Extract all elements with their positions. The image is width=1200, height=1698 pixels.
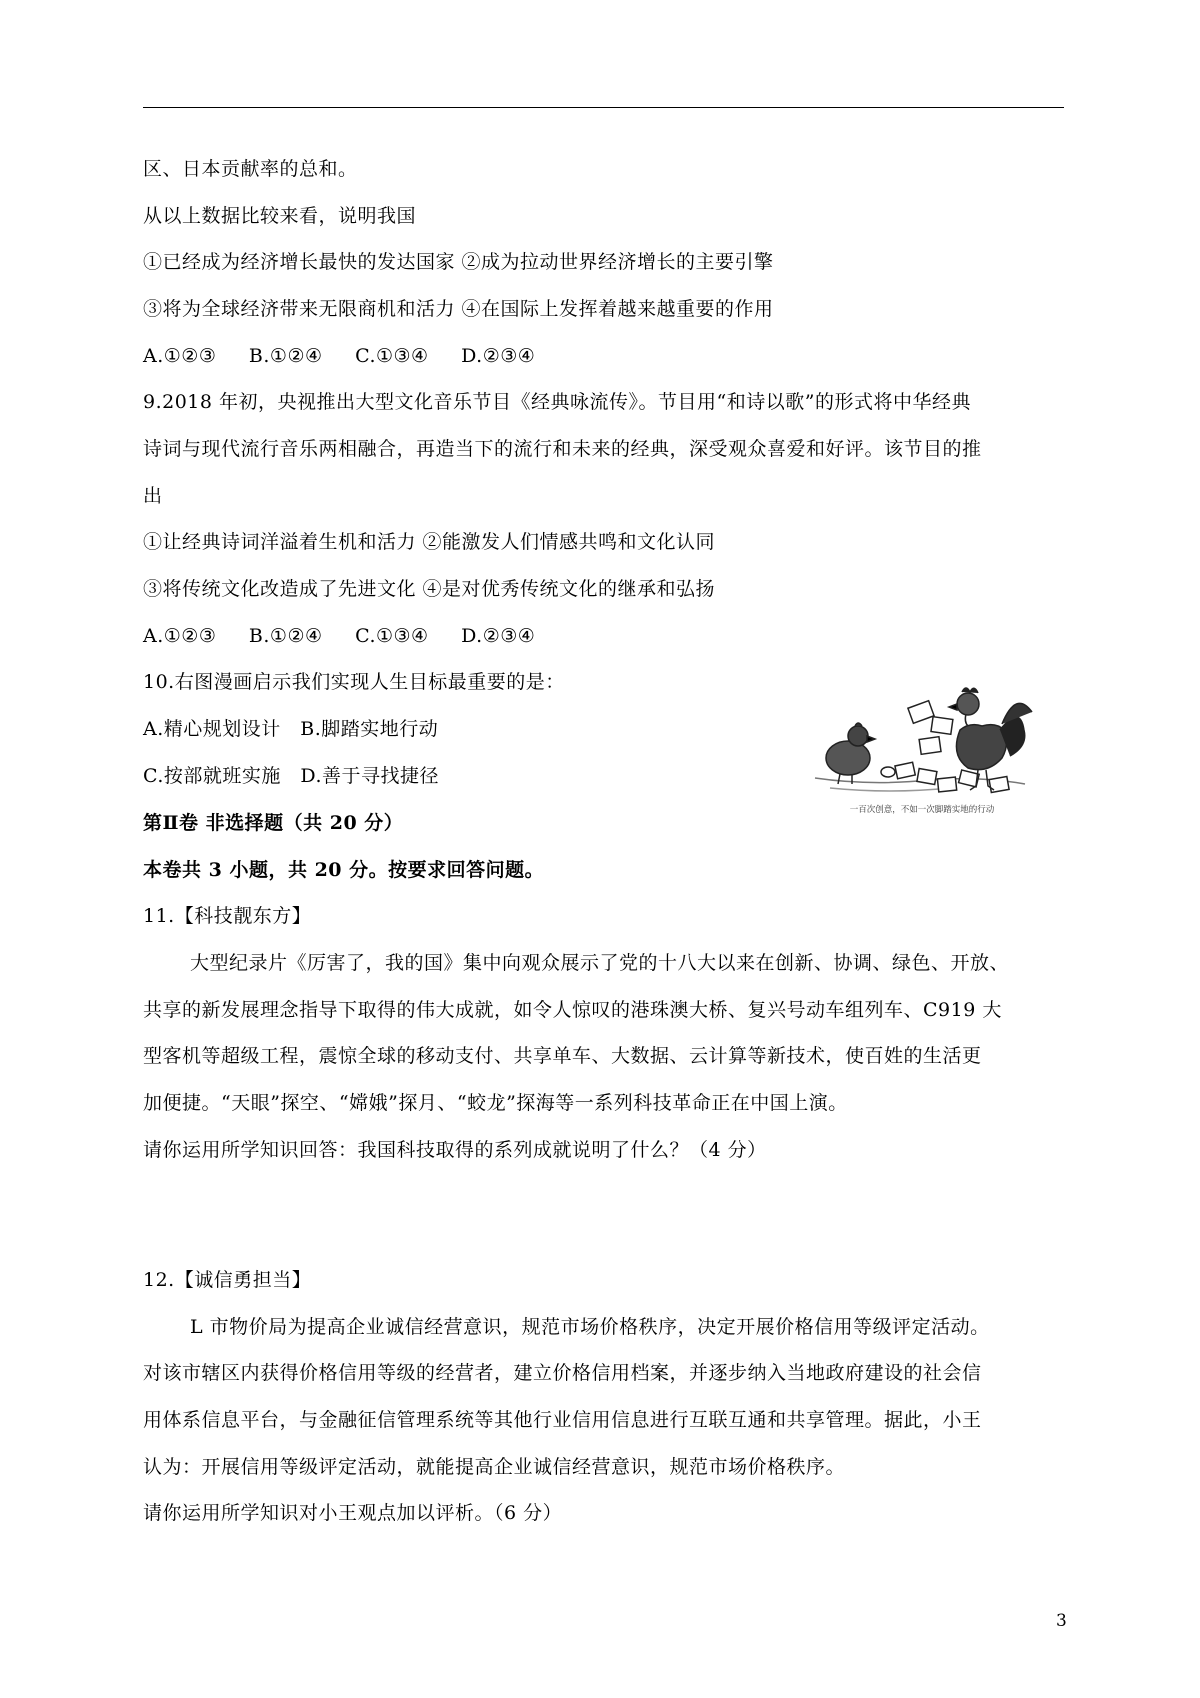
q11-para-line-3: 型客机等超级工程，震惊全球的移动支付、共享单车、大数据、云计算等新技术，使百姓的生活更 (143, 1045, 982, 1067)
q9-option-a: A.①②③ (143, 625, 217, 647)
q8-statements-1: ①已经成为经济增长最快的发达国家 ②成为拉动世界经济增长的主要引擎 (143, 251, 774, 273)
part2-title: 第Ⅱ卷 非选择题（共 20 分） (143, 812, 404, 834)
q9-option-d: D.②③④ (461, 625, 536, 647)
header-rule (143, 107, 1064, 108)
q9-line-3: 出 (143, 485, 163, 507)
q8-option-a: A.①②③ (143, 345, 217, 367)
q9-option-c: C.①③④ (355, 625, 429, 647)
q12-para-line-3: 用体系信息平台，与金融征信管理系统等其他行业信用信息进行互联互通和共享管理。据此，小王 (143, 1409, 982, 1431)
q9-line-1: 9.2018 年初，央视推出大型文化音乐节目《经典咏流传》。节目用“和诗以歌”的形式将中华经典 (143, 391, 971, 413)
q8-stem: 从以上数据比较来看，说明我国 (143, 205, 417, 227)
part2-instruction: 本卷共 3 小题，共 20 分。按要求回答问题。 (143, 859, 545, 881)
q10-options-1: A.精心规划设计 B.脚踏实地行动 (143, 718, 439, 740)
q8-statements-2: ③将为全球经济带来无限商机和活力 ④在国际上发挥着越来越重要的作用 (143, 298, 774, 320)
q11-para-line-2: 共享的新发展理念指导下取得的伟大成就，如令人惊叹的港珠澳大桥、复兴号动车组列车、C919 大 (143, 999, 1002, 1021)
q12-heading: 12.【诚信勇担当】 (143, 1269, 312, 1291)
q9-line-2: 诗词与现代流行音乐两相融合，再造当下的流行和未来的经典，深受观众喜爱和好评。该节目的推 (143, 438, 982, 460)
q8-option-c: C.①③④ (355, 345, 429, 367)
q9-statements-1: ①让经典诗词洋溢着生机和活力 ②能激发人们情感共鸣和文化认同 (143, 531, 716, 553)
q8-options (143, 344, 535, 368)
q11-question: 请你运用所学知识回答：我国科技取得的系列成就说明了什么？（4 分） (143, 1139, 767, 1161)
q8-option-b: B.①②④ (248, 345, 323, 367)
q10-options-2: C.按部就班实施 D.善于寻找捷径 (143, 765, 439, 787)
q12-para-line-2: 对该市辖区内获得价格信用等级的经营者，建立价格信用档案，并逐步纳入当地政府建设的社会信 (143, 1362, 982, 1384)
cartoon-illustration (810, 660, 1035, 820)
q8-option-d: D.②③④ (461, 345, 536, 367)
q8-continuation: 区、日本贡献率的总和。 (143, 158, 358, 180)
page-number: 3 (1056, 1611, 1067, 1631)
q12-question: 请你运用所学知识对小王观点加以评析。（6 分） (143, 1502, 563, 1524)
cartoon-caption: 一百次创意，不如一次脚踏实地的行动 (849, 805, 995, 815)
q10-stem: 10.右图漫画启示我们实现人生目标最重要的是： (143, 671, 565, 693)
q9-statements-2: ③将传统文化改造成了先进文化 ④是对优秀传统文化的继承和弘扬 (143, 578, 716, 600)
q9-options (143, 624, 535, 648)
q11-heading: 11.【科技靓东方】 (143, 905, 312, 927)
q11-para-line-1: 大型纪录片《厉害了，我的国》集中向观众展示了党的十八大以来在创新、协调、绿色、开放、 (190, 952, 1010, 974)
q9-option-b: B.①②④ (248, 625, 323, 647)
q11-para-line-4: 加便捷。“天眼”探空、“嫦娥”探月、“蛟龙”探海等一系列科技革命正在中国上演。 (143, 1092, 848, 1114)
q12-para-line-4: 认为：开展信用等级评定活动，就能提高企业诚信经营意识，规范市场价格秩序。 (143, 1456, 846, 1478)
q12-para-line-1: L 市物价局为提高企业诚信经营意识，规范市场价格秩序，决定开展价格信用等级评定活动。 (190, 1316, 990, 1338)
